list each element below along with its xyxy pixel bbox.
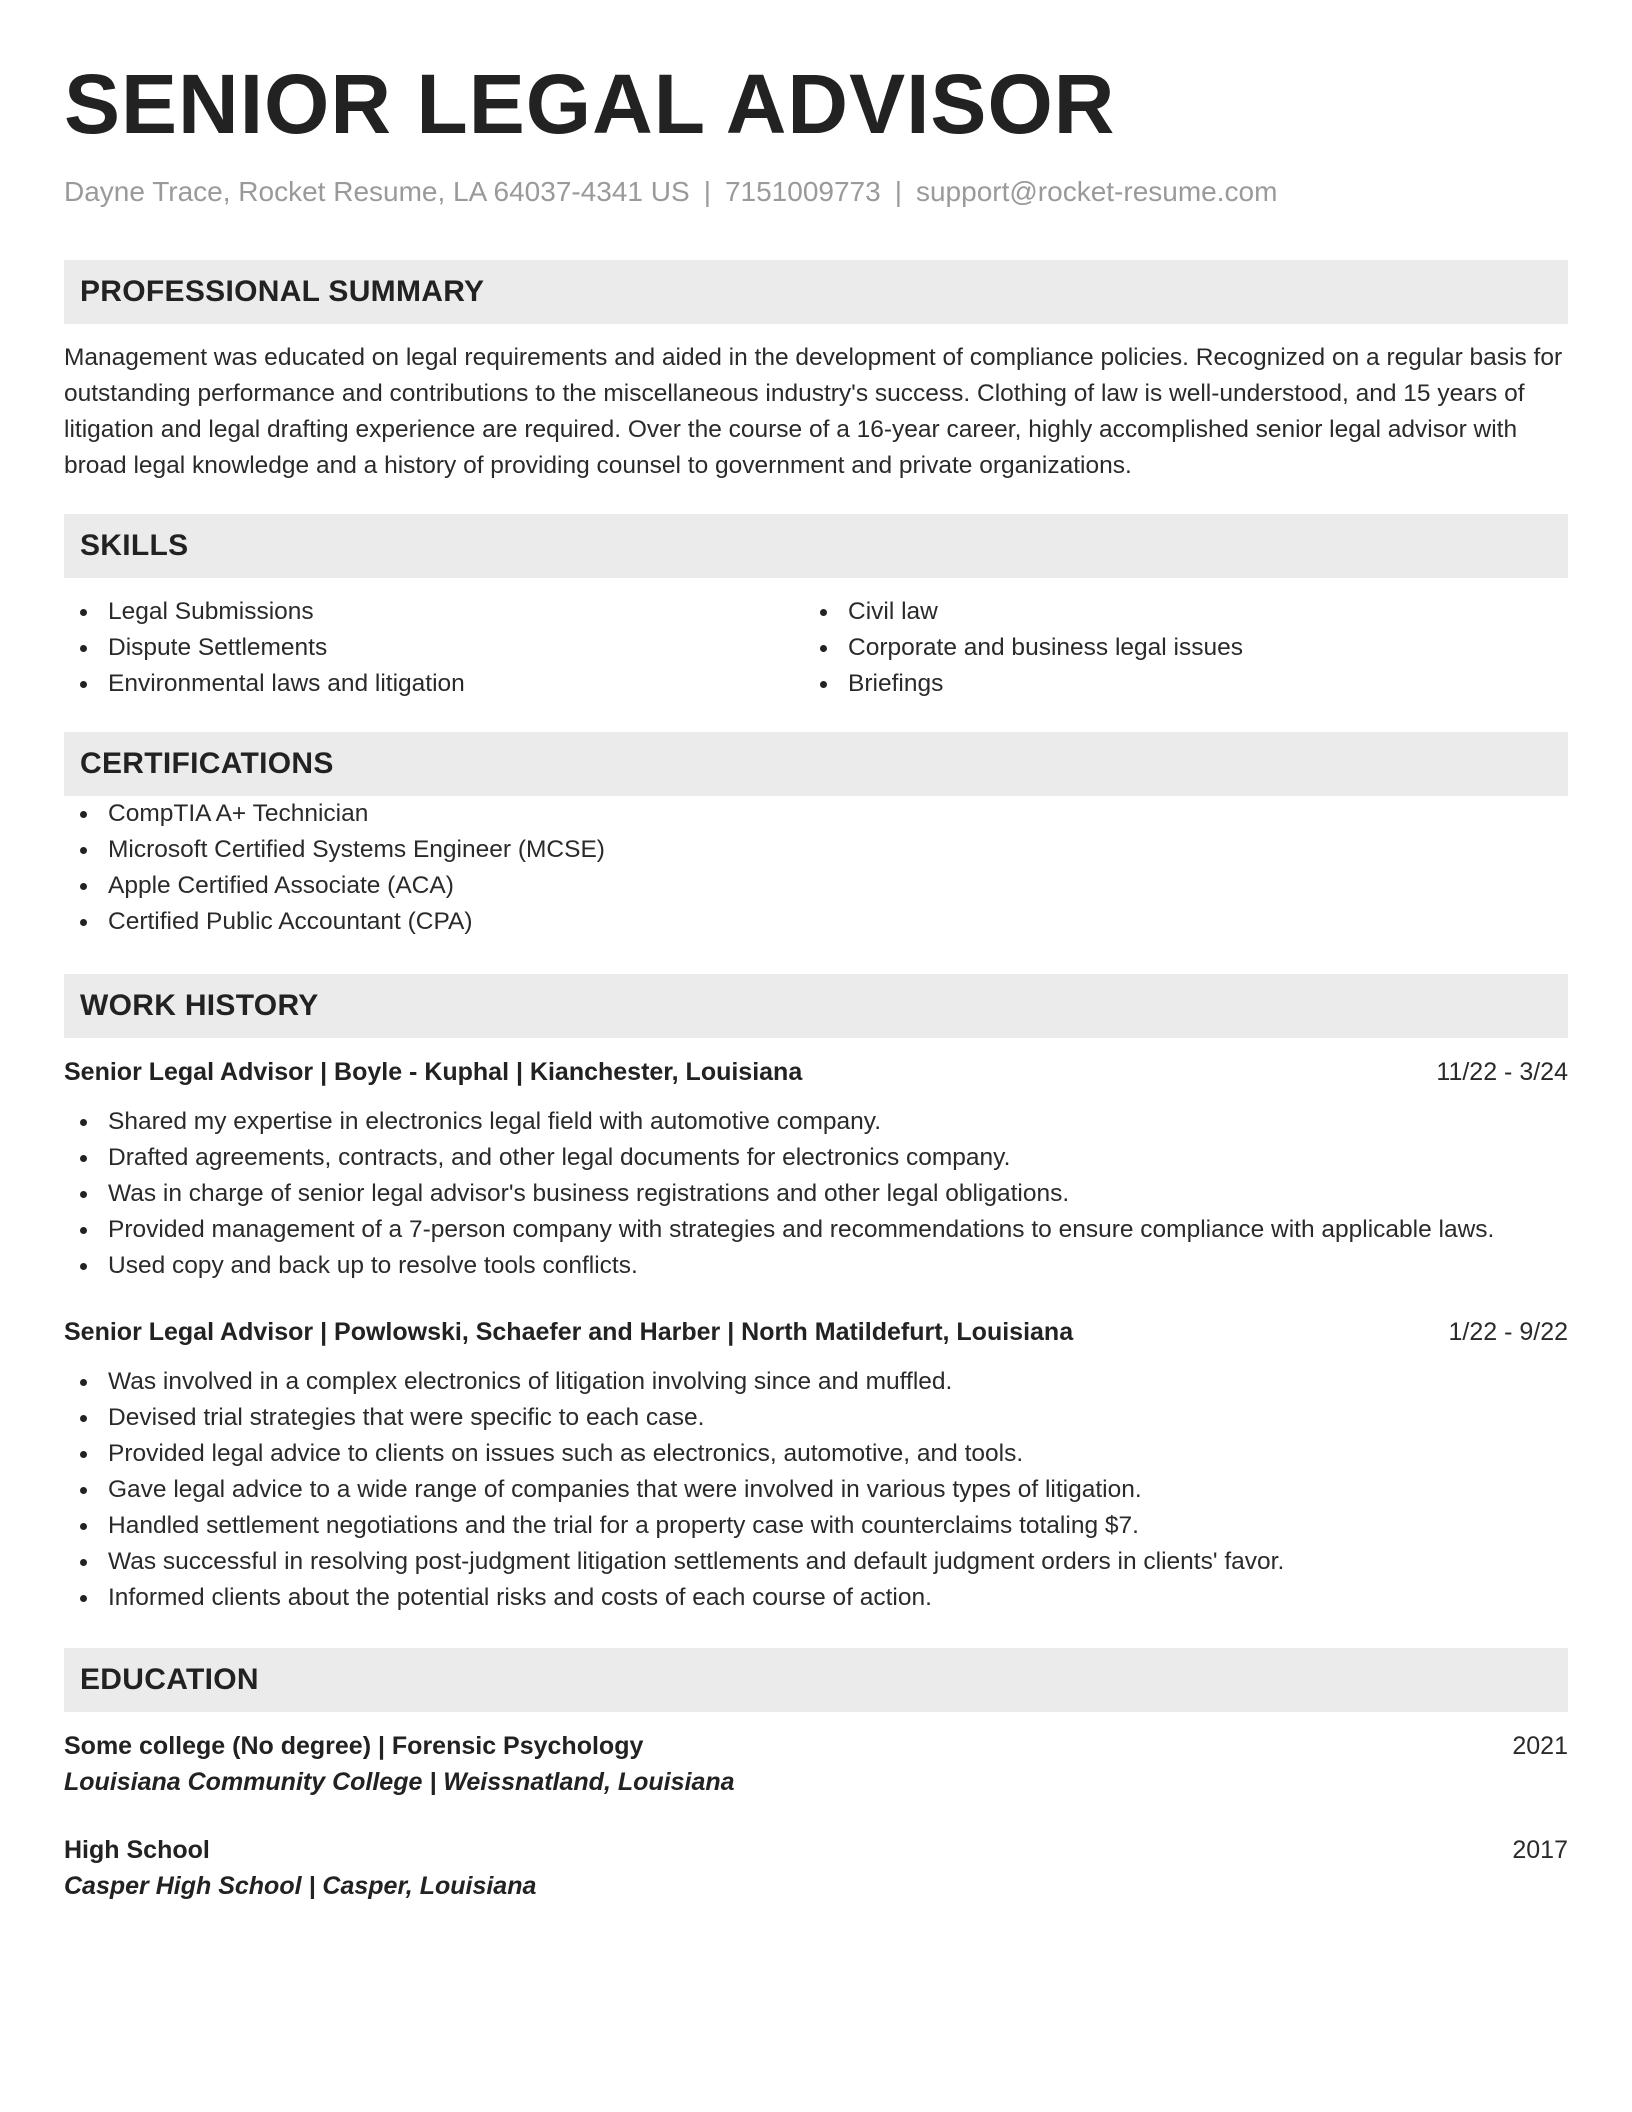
work-history-section [64,974,1568,1616]
list-item: Corporate and business legal issues [804,630,1568,666]
education-degree: High School [64,1836,210,1864]
skills-list-left [64,594,804,702]
contact-line [64,176,1568,208]
summary-text: Management was educated on legal requirements and aided in the development of compliance policies. Recognized on a regular basis for outstanding performance and contributions to the miscellaneous industry's success. Clothing of law is well-understood, and 15 years of litigation and legal drafting experience are required. Over the course of a 16-year career, highly accomplished senior legal advisor with broad legal knowledge and a history of providing counsel to government and private organizations. [64,344,1563,479]
education-year: 2021 [1512,1732,1568,1760]
job-entry [64,1054,1568,1284]
education-header [64,1832,1568,1868]
job-header [64,1314,1568,1350]
education-year: 2017 [1512,1836,1568,1864]
job-entry [64,1314,1568,1616]
job-dates: 11/22 - 3/24 [1436,1058,1568,1086]
list-item: Shared my expertise in electronics legal field with automotive company. [64,1104,1568,1140]
list-item: Apple Certified Associate (ACA) [64,868,1568,904]
section-heading-education: EDUCATION [64,1648,1568,1712]
contact-email: support@rocket-resume.com [915,176,1278,207]
job-title: Senior Legal Advisor | Powlowski, Schaefer and Harber | North Matildefurt, Louisiana [64,1318,1074,1346]
list-item: Gave legal advice to a wide range of companies that were involved in various types of litigation. [64,1472,1568,1508]
section-heading-summary: PROFESSIONAL SUMMARY [64,260,1568,324]
list-item: Briefings [804,666,1568,702]
list-item: Dispute Settlements [64,630,804,666]
job-header [64,1054,1568,1090]
list-item: Was involved in a complex electronics of litigation involving since and muffled. [64,1364,1568,1400]
list-item: Environmental laws and litigation [64,666,804,702]
section-heading-work-history: WORK HISTORY [64,974,1568,1038]
contact-address: Dayne Trace, Rocket Resume, LA 64037-4341 US [64,176,690,207]
list-item: Was successful in resolving post-judgment litigation settlements and default judgment orders in clients' favor. [64,1544,1568,1580]
list-item: Civil law [804,594,1568,630]
skills-list-right [804,594,1568,702]
list-item: CompTIA A+ Technician [64,796,1568,832]
education-degree: Some college (No degree) | Forensic Psychology [64,1732,644,1760]
contact-separator: | [703,176,711,207]
education-entry [64,1832,1568,1904]
job-bullets [64,1364,1568,1616]
contact-separator: | [894,176,902,207]
list-item: Informed clients about the potential risks and costs of each course of action. [64,1580,1568,1616]
list-item: Handled settlement negotiations and the trial for a property case with counterclaims totaling $7. [64,1508,1568,1544]
contact-phone: 7151009773 [724,176,881,207]
summary-section [64,260,1568,484]
job-bullets [64,1104,1568,1284]
job-title: Senior Legal Advisor | Boyle - Kuphal | Kianchester, Louisiana [64,1058,803,1086]
list-item: Was in charge of senior legal advisor's business registrations and other legal obligations. [64,1176,1568,1212]
list-item: Used copy and back up to resolve tools conflicts. [64,1248,1568,1284]
list-item: Drafted agreements, contracts, and other legal documents for electronics company. [64,1140,1568,1176]
section-heading-certifications: CERTIFICATIONS [64,732,1568,796]
list-item: Microsoft Certified Systems Engineer (MCSE) [64,832,1568,868]
list-item: Legal Submissions [64,594,804,630]
list-item: Certified Public Accountant (CPA) [64,904,1568,940]
certifications-list [64,796,1568,940]
skills-section [64,514,1568,702]
section-heading-skills: SKILLS [64,514,1568,578]
education-section [64,1648,1568,1904]
list-item: Provided legal advice to clients on issues such as electronics, automotive, and tools. [64,1436,1568,1472]
education-header [64,1728,1568,1764]
list-item: Provided management of a 7-person company with strategies and recommendations to ensure compliance with applicable laws. [64,1212,1568,1248]
education-school: Casper High School | Casper, Louisiana [64,1872,537,1900]
education-entry [64,1728,1568,1800]
job-dates: 1/22 - 9/22 [1448,1318,1568,1346]
certifications-section [64,732,1568,940]
education-school: Louisiana Community College | Weissnatland, Louisiana [64,1768,735,1796]
page-title: SENIOR LEGAL ADVISOR [64,57,1116,151]
list-item: Devised trial strategies that were specific to each case. [64,1400,1568,1436]
skills-grid [64,594,1568,702]
